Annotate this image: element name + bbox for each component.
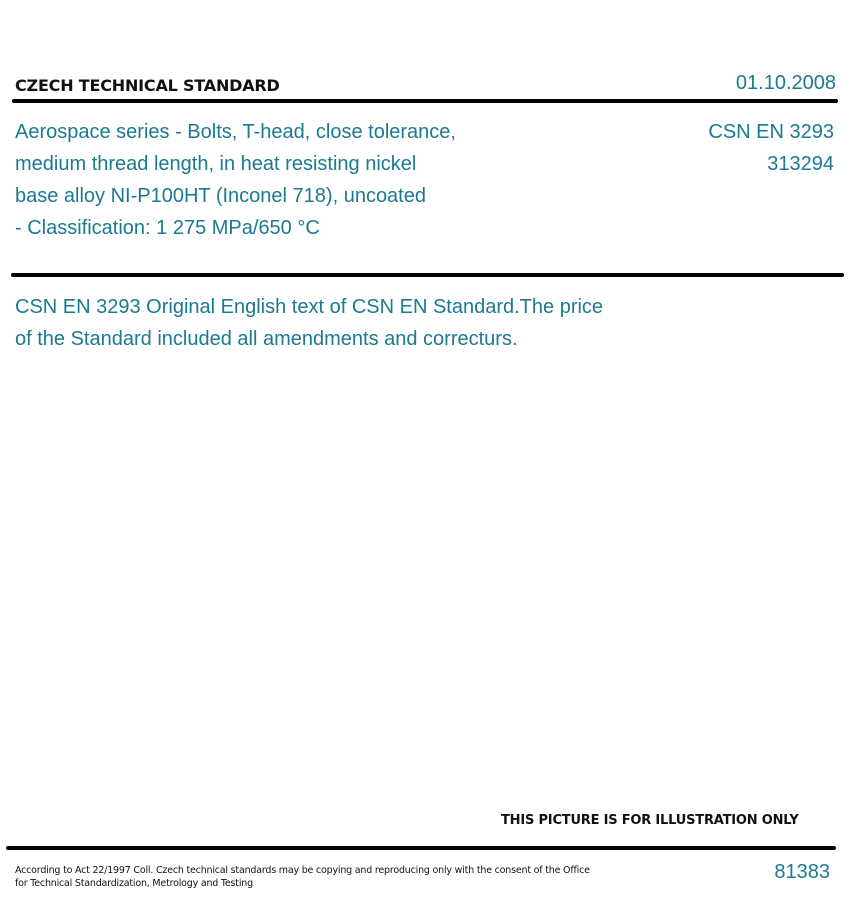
standard-title-line: Aerospace series - Bolts, T-head, close tolerance, [15,121,456,143]
document-header-title: CZECH TECHNICAL STANDARD [15,76,280,95]
description-line: of the Standard included all amendments and correcturs. [15,328,518,350]
standard-title-line: base alloy NI-P100HT (Inconel 718), uncoated [15,185,426,207]
standard-title-line: - Classification: 1 275 MPa/650 °C [15,217,320,239]
footer-divider [6,846,836,850]
header-divider [12,99,838,103]
standard-description [15,291,675,355]
standard-designation: CSN EN 3293 [708,121,834,143]
legal-notice [15,864,595,890]
legal-notice-line: According to Act 22/1997 Coll. Czech technical standards may be copying and reproducing only with the consent of the Office [15,865,590,876]
standard-title [15,116,535,244]
section-divider [11,273,844,277]
standard-title-line: medium thread length, in heat resisting nickel [15,153,417,175]
standard-identifiers [708,116,834,180]
catalog-number: 81383 [774,861,830,883]
standard-class-number: 313294 [767,153,834,175]
document-date: 01.10.2008 [735,72,836,94]
description-line: CSN EN 3293 Original English text of CSN EN Standard.The price [15,296,604,318]
illustration-disclaimer: THIS PICTURE IS FOR ILLUSTRATION ONLY [501,813,799,828]
legal-notice-line: for Technical Standardization, Metrology and Testing [15,878,253,889]
